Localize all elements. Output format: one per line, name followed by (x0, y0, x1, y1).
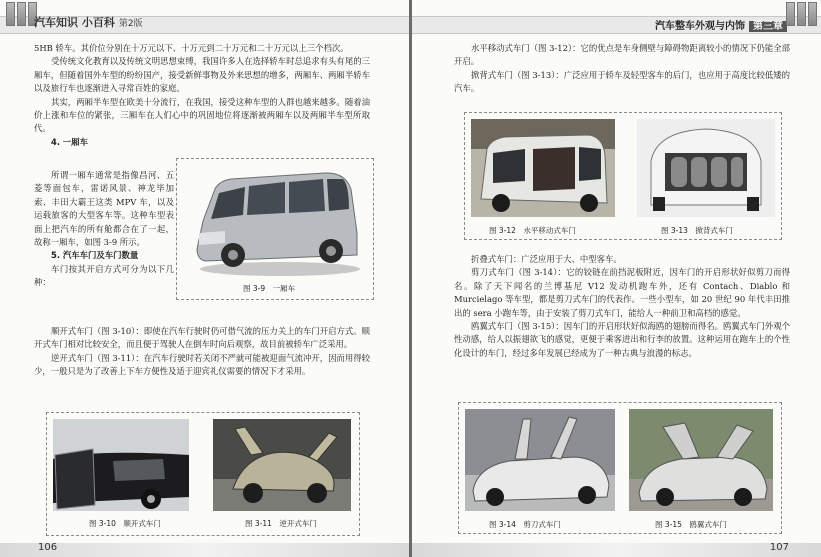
section-heading-4: 4. 一厢车 (51, 136, 89, 147)
figure-caption: 图 3-9 一厢车 (243, 284, 296, 293)
chapter-title: 汽车整车外观与内饰 (655, 21, 745, 32)
left-text-column (34, 169, 174, 290)
paragraph: 鸥翼式车门（图 3-15）：因车门的开启形状好似海鸥的翅膀而得名。鸥翼式车门外观个性动感，给人以振翅欲飞的感觉，更便于乘客进出和行李的放置。这种运用在跑车上的个性化设计的车门，经过多年发展已经成为了一种古典与浪漫的标志。 (454, 321, 790, 358)
van-photo (185, 163, 365, 279)
left-page (0, 0, 409, 557)
left-text-bottom (34, 325, 370, 379)
section-heading-5: 5. 汽车车门及车门数量 (51, 250, 139, 261)
paragraph: 其实，两厢半车型在欧美十分流行，在我国，接受这种车型的人群也越来越多。随着油价上涨和车位的紧张，三厢车在人们心中的巩固地位将逐渐被两厢车以及两厢半车型所取代。 (34, 96, 370, 134)
figure-caption: 图 3-14 剪刀式车门 (489, 520, 561, 529)
paragraph: 掀背式车门（图 3-13）：广泛应用于轿车及轻型客车的后门，也应用于高度比较低矮的汽车。 (454, 69, 790, 94)
figure-caption: 图 3-10 顺开式车门 (89, 519, 161, 528)
figure-pair-3-14-3-15 (458, 402, 782, 534)
figure-pair-3-12-3-13 (464, 112, 782, 240)
right-text-middle (454, 253, 790, 360)
paragraph: 顺开式车门（图 3-10）：即使在汽车行驶时仍可借气流的压力关上的车门开启方式。顺开式车门相对比较安全，而且便于驾驶人在倒车时向后观察，故目前被轿车广泛采用。 (34, 326, 370, 350)
page-number: 107 (769, 542, 789, 553)
paragraph: 所谓一厢车通常是指像昌河、五菱等面包车，雷诺风景、神龙毕加索、丰田大霸王这类 MPV 车，以及运载旅客的大型客车等。这种车型表面上把汽车的所有舱都合在了一起，故称一厢车，如图 3-9 所示。 (34, 170, 174, 248)
scissor-door-photo (465, 409, 615, 511)
paragraph: 剪刀式车门（图 3-14）：它的铰链在前挡泥板附近，因车门的开启形状好似剪刀而得名。除了天下闻名的兰博基尼 V12 发动机跑车外，还有 Contach、Diablo 和 Murcielago 等车型，都是剪刀式车门的代表作。一些小型车，如 20 世纪 90 年代丰田推出的 sera 小跑车等，由于安装了剪刀式车门，能给人一种前卫和高档的感觉。 (454, 267, 790, 318)
right-page (412, 0, 821, 557)
book-logo-blocks (6, 2, 37, 26)
paragraph: 5HB 轿车。其价位分别在十万元以下、十万元到二十万元和二十万元以上三个档次。 (34, 43, 349, 53)
paragraph: 折叠式车门：广泛应用于大、中型客车。 (471, 254, 622, 264)
right-text-top (454, 42, 790, 96)
book-logo-blocks (786, 2, 817, 26)
paragraph: 逆开式车门（图 3-11）：在汽车行驶时若关闭不严就可能被迎面气流冲开，因而用得较少，一般只是为了改善上下车方便性及适于迎宾礼仪需要的情况下才采用。 (34, 352, 370, 377)
figure-pair-3-10-3-11 (46, 412, 360, 536)
paragraph: 车门按其开启方式可分为以下几种： (34, 263, 174, 288)
hatchback-photo (637, 119, 775, 217)
figure-caption: 图 3-11 逆开式车门 (245, 519, 317, 528)
chapter-number: 第三章 (749, 21, 787, 32)
chapter-header (655, 17, 787, 32)
footer-band (0, 543, 409, 557)
paragraph: 受传统文化教育以及传统文明思想束缚，我国许多人在选择轿车时总追求有头有尾的三厢车，但随着国外车型的纷纷国产，接受新鲜事物及外来思想的增多，两厢车、两厢半轿车以及旅行车也逐渐进入寻常百姓的家庭。 (34, 56, 370, 94)
edition-label: 第2版 (118, 19, 143, 29)
left-text-top (34, 42, 370, 149)
figure-caption: 图 3-13 掀背式车门 (661, 226, 733, 235)
gullwing-door-photo (629, 409, 773, 511)
paragraph: 水平移动式车门（图 3-12）：它的优点是车身侧壁与障碍物距离较小的情况下仍能全部开启。 (454, 43, 790, 67)
figure-caption: 图 3-15 鸥翼式车门 (655, 520, 727, 529)
suicide-door-photo (213, 419, 351, 511)
footer-band (412, 543, 821, 557)
sliding-door-photo (471, 119, 615, 217)
figure-3-9 (176, 158, 374, 300)
figure-caption: 图 3-12 水平移动式车门 (489, 226, 576, 235)
page-number: 106 (38, 542, 58, 553)
open-door-photo (53, 419, 189, 511)
series-title: 汽车知识 小百科 第2版 (34, 16, 143, 29)
